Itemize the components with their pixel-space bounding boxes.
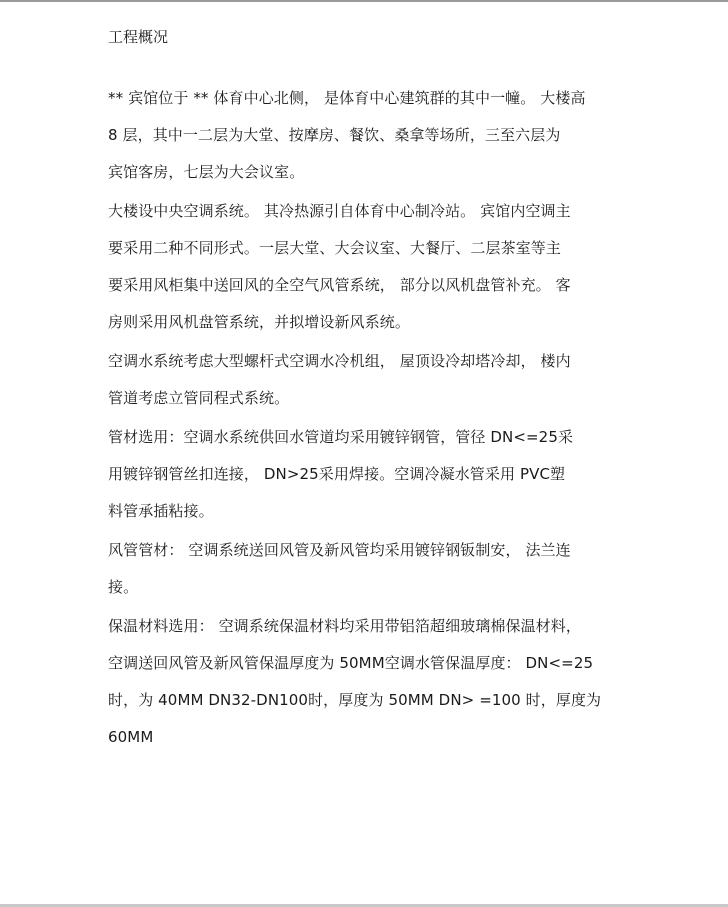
paragraph-duct-material: [108, 532, 620, 606]
text-line: 要采用二种不同形式。一层大堂、大会议室、大餐厅、二层茶室等主: [108, 239, 562, 257]
paragraph-chiller: [108, 343, 620, 417]
text-line: 空调送回风管及新风管保温厚度为 50MM空调水管保温厚度： DN<=25: [108, 654, 594, 672]
text-line: 房则采用风机盘管系统，并拟增设新风系统。: [108, 313, 411, 331]
text-line: 用镀锌钢管丝扣连接， DN>25采用焊接。空调冷凝水管采用 PVC塑: [108, 465, 566, 483]
paragraph-insulation: [108, 608, 620, 756]
text-line: 管材选用：空调水系统供回水管道均采用镀锌钢管，管径 DN<=25采: [108, 428, 574, 446]
text-line: 管道考虑立管同程式系统。: [108, 389, 290, 407]
document-title: 工程概况: [108, 28, 169, 46]
text-line: 风管管材： 空调系统送回风管及新风管均采用镀锌钢钣制安， 法兰连: [108, 541, 571, 559]
text-line: 接。: [108, 578, 139, 596]
text-line: 要采用风柜集中送回风的全空气风管系统， 部分以风机盘管补充。 客: [108, 276, 571, 294]
text-line: 保温材料选用： 空调系统保温材料均采用带铝箔超细玻璃棉保温材料，: [108, 617, 581, 635]
text-line: 宾馆客房，七层为大会议室。: [108, 163, 305, 181]
text-line: ** 宾馆位于 ** 体育中心北侧， 是体育中心建筑群的其中一幢。 大楼高: [108, 89, 586, 107]
text-line: 大楼设中央空调系统。 其冷热源引自体育中心制冷站。 宾馆内空调主: [108, 202, 571, 220]
paragraph-overview: [108, 80, 620, 191]
text-line: 60MM: [108, 728, 154, 746]
page-top-border: [0, 0, 728, 2]
text-line: 料管承插粘接。: [108, 502, 214, 520]
paragraph-pipe-material: [108, 419, 620, 530]
text-line: 空调水系统考虑大型螺杆式空调水冷机组， 屋顶设冷却塔冷却， 楼内: [108, 352, 571, 370]
text-line: 时，为 40MM DN32-DN100时，厚度为 50MM DN> =100 时，厚度为: [108, 691, 602, 709]
text-line: 8 层，其中一二层为大堂、按摩房、餐饮、桑拿等场所，三至六层为: [108, 126, 561, 144]
paragraph-hvac-system: [108, 193, 620, 341]
document-page: [108, 24, 620, 758]
